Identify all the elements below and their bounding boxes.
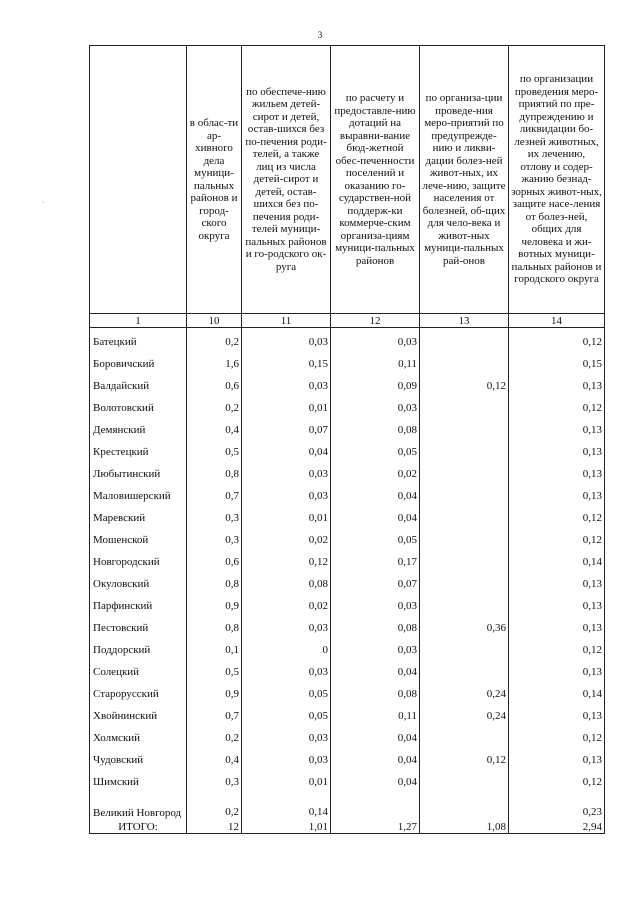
district-name: Демянский	[90, 416, 187, 438]
value-c13	[420, 526, 509, 548]
value-c13	[420, 592, 509, 614]
table-row	[90, 328, 605, 350]
value-c11: 0,03	[242, 482, 331, 504]
value-c12: 0,05	[331, 526, 420, 548]
value-c12: 0,04	[331, 724, 420, 746]
value-c12: 0,04	[331, 768, 420, 790]
value-c13	[420, 724, 509, 746]
column-number: 14	[509, 314, 605, 328]
value-c12: 0,17	[331, 548, 420, 570]
value-c10: 0,2	[187, 328, 242, 350]
value-c11: 0,05	[242, 702, 331, 724]
district-name: Окуловский	[90, 570, 187, 592]
value-c12: 0,08	[331, 680, 420, 702]
value-c14: 0,12	[509, 768, 605, 790]
value-c12: 0,11	[331, 350, 420, 372]
table-body	[90, 328, 605, 820]
value-c10: 0,8	[187, 570, 242, 592]
table-row	[90, 548, 605, 570]
value-c10: 0,3	[187, 768, 242, 790]
value-c12: 0,03	[331, 328, 420, 350]
value-c12: 0,02	[331, 460, 420, 482]
value-c11: 0,03	[242, 724, 331, 746]
value-c11: 0,03	[242, 746, 331, 768]
column-number: 10	[187, 314, 242, 328]
table-row	[90, 614, 605, 636]
value-c14: 0,13	[509, 570, 605, 592]
value-c14: 0,12	[509, 724, 605, 746]
total-col-10: 12	[187, 820, 242, 834]
value-c10: 0,6	[187, 372, 242, 394]
district-name: Мошенской	[90, 526, 187, 548]
value-c14: 0,13	[509, 746, 605, 768]
value-c14: 0,13	[509, 614, 605, 636]
district-name: Хвойнинский	[90, 702, 187, 724]
column-number: 13	[420, 314, 509, 328]
value-c11: 0,02	[242, 526, 331, 548]
district-name: Валдайский	[90, 372, 187, 394]
value-c14: 0,12	[509, 526, 605, 548]
value-c11: 0,04	[242, 438, 331, 460]
total-col-12: 1,27	[331, 820, 420, 834]
table-row	[90, 394, 605, 416]
value-c12: 0,11	[331, 702, 420, 724]
value-c14: 0,13	[509, 702, 605, 724]
value-c13	[420, 394, 509, 416]
value-c14: 0,13	[509, 482, 605, 504]
value-c11: 0,03	[242, 460, 331, 482]
district-name: Парфинский	[90, 592, 187, 614]
value-c12: 0,08	[331, 614, 420, 636]
value-c13	[420, 768, 509, 790]
value-c10: 0,6	[187, 548, 242, 570]
value-c11: 0,12	[242, 548, 331, 570]
table-row	[90, 636, 605, 658]
value-c14: 0,23	[509, 790, 605, 820]
value-c12: 0,04	[331, 746, 420, 768]
value-c11: 0	[242, 636, 331, 658]
district-name: Боровичский	[90, 350, 187, 372]
district-name: Волотовский	[90, 394, 187, 416]
value-c12: 0,03	[331, 592, 420, 614]
header-col-14: по организации проведения меро-приятий по пре-дупреждению и ликвидации бо-лезней животных, их лечению, отлову и содер-жанию безнад-зорных живот-ных, защите насе-ления от болез-ней, общих для человека и жи-вотных муници-пальных районов и городского округа	[509, 46, 605, 314]
header-row	[90, 46, 605, 314]
value-c12: 0,03	[331, 636, 420, 658]
value-c11: 0,03	[242, 372, 331, 394]
page-number: 3	[317, 30, 323, 40]
value-c12: 0,04	[331, 482, 420, 504]
value-c10: 0,7	[187, 702, 242, 724]
value-c13: 0,36	[420, 614, 509, 636]
value-c10: 0,7	[187, 482, 242, 504]
value-c13	[420, 482, 509, 504]
value-c14: 0,15	[509, 350, 605, 372]
table-row	[90, 680, 605, 702]
total-col-14: 2,94	[509, 820, 605, 834]
table-row	[90, 482, 605, 504]
value-c12: 0,04	[331, 504, 420, 526]
value-c10: 0,4	[187, 416, 242, 438]
value-c12	[331, 790, 420, 820]
value-c11: 0,03	[242, 328, 331, 350]
value-c12: 0,08	[331, 416, 420, 438]
district-name: Шимский	[90, 768, 187, 790]
header-col-1	[90, 46, 187, 314]
scan-dot: ·	[42, 198, 45, 207]
value-c10: 0,3	[187, 504, 242, 526]
value-c13	[420, 636, 509, 658]
district-name: Маревский	[90, 504, 187, 526]
value-c10: 0,2	[187, 724, 242, 746]
value-c11: 0,03	[242, 614, 331, 636]
header-col-11: по обеспече-нию жильем детей-сирот и детей, остав-шихся без по-печения роди-телей, а также лиц из числа детей-сирот и детей, остав-шихся без по-печения роди-телей муници-пальных районов и го-родского ок-руга	[242, 46, 331, 314]
district-name: Пестовский	[90, 614, 187, 636]
value-c14: 0,13	[509, 592, 605, 614]
value-c11: 0,01	[242, 394, 331, 416]
district-name: Солецкий	[90, 658, 187, 680]
district-name: Любытинский	[90, 460, 187, 482]
value-c14: 0,14	[509, 548, 605, 570]
value-c10: 0,8	[187, 460, 242, 482]
table-row	[90, 724, 605, 746]
table-row	[90, 350, 605, 372]
value-c10: 0,2	[187, 394, 242, 416]
table-row	[90, 768, 605, 790]
value-c10: 0,2	[187, 790, 242, 820]
value-c13	[420, 658, 509, 680]
value-c14: 0,12	[509, 394, 605, 416]
table-row	[90, 504, 605, 526]
value-c12: 0,04	[331, 658, 420, 680]
table-row	[90, 570, 605, 592]
value-c14: 0,13	[509, 460, 605, 482]
value-c13: 0,24	[420, 702, 509, 724]
district-name: Поддорский	[90, 636, 187, 658]
total-col-13: 1,08	[420, 820, 509, 834]
column-number: 11	[242, 314, 331, 328]
budget-table	[89, 45, 605, 834]
value-c12: 0,07	[331, 570, 420, 592]
value-c14: 0,13	[509, 658, 605, 680]
value-c14: 0,13	[509, 372, 605, 394]
value-c11: 0,14	[242, 790, 331, 820]
district-name: Холмский	[90, 724, 187, 746]
district-name: Чудовский	[90, 746, 187, 768]
value-c14: 0,14	[509, 680, 605, 702]
district-name: Маловишерский	[90, 482, 187, 504]
value-c14: 0,12	[509, 328, 605, 350]
header-col-13: по организа-ции проведе-ния меро-приятий по предупрежде-нию и ликви-дации болез-ней живот-ных, их лече-нию, защите населения от болезней, об-щих для чело-века и живот-ных муници-пальных рай-онов	[420, 46, 509, 314]
value-c10: 0,9	[187, 680, 242, 702]
value-c13	[420, 548, 509, 570]
value-c12: 0,05	[331, 438, 420, 460]
header-col-10: в облас-ти ар-хивного дела муници-пальных районов и город-ского округа	[187, 46, 242, 314]
column-number: 12	[331, 314, 420, 328]
district-name: Крестецкий	[90, 438, 187, 460]
column-number: 1	[90, 314, 187, 328]
value-c13	[420, 460, 509, 482]
value-c11: 0,08	[242, 570, 331, 592]
value-c10: 0,5	[187, 438, 242, 460]
header-col-12: по расчету и предоставле-нию дотаций на выравни-вание бюд-жетной обес-печенности поселений и оказанию го-сударствен-ной поддерж-ки коммерче-ским организа-циям муници-пальных районов	[331, 46, 420, 314]
table-row	[90, 416, 605, 438]
district-name: Старорусский	[90, 680, 187, 702]
value-c10: 0,5	[187, 658, 242, 680]
table-row	[90, 438, 605, 460]
value-c12: 0,03	[331, 394, 420, 416]
value-c11: 0,02	[242, 592, 331, 614]
value-c13	[420, 790, 509, 820]
value-c10: 0,9	[187, 592, 242, 614]
value-c13	[420, 416, 509, 438]
table-row	[90, 658, 605, 680]
column-number-row	[90, 314, 605, 328]
value-c10: 0,4	[187, 746, 242, 768]
value-c11: 0,03	[242, 658, 331, 680]
value-c14: 0,13	[509, 438, 605, 460]
value-c11: 0,01	[242, 768, 331, 790]
table-row	[90, 702, 605, 724]
value-c13	[420, 438, 509, 460]
table-row	[90, 460, 605, 482]
value-c13	[420, 350, 509, 372]
value-c13	[420, 328, 509, 350]
value-c12: 0,09	[331, 372, 420, 394]
district-name: Батецкий	[90, 328, 187, 350]
value-c14: 0,12	[509, 636, 605, 658]
value-c13: 0,12	[420, 372, 509, 394]
value-c10: 0,8	[187, 614, 242, 636]
value-c13: 0,24	[420, 680, 509, 702]
value-c13	[420, 504, 509, 526]
value-c13: 0,12	[420, 746, 509, 768]
value-c11: 0,15	[242, 350, 331, 372]
table-row	[90, 372, 605, 394]
table-row	[90, 592, 605, 614]
value-c10: 0,1	[187, 636, 242, 658]
table-row	[90, 526, 605, 548]
total-row	[90, 820, 605, 834]
total-col-11: 1,01	[242, 820, 331, 834]
value-c11: 0,01	[242, 504, 331, 526]
total-label: ИТОГО:	[90, 820, 187, 834]
value-c10: 0,3	[187, 526, 242, 548]
table-row	[90, 746, 605, 768]
value-c11: 0,07	[242, 416, 331, 438]
value-c11: 0,05	[242, 680, 331, 702]
table-row	[90, 790, 605, 820]
value-c14: 0,13	[509, 416, 605, 438]
value-c13	[420, 570, 509, 592]
value-c10: 1,6	[187, 350, 242, 372]
district-name: Новгородский	[90, 548, 187, 570]
district-name: Великий Новгород	[90, 790, 187, 820]
value-c14: 0,12	[509, 504, 605, 526]
